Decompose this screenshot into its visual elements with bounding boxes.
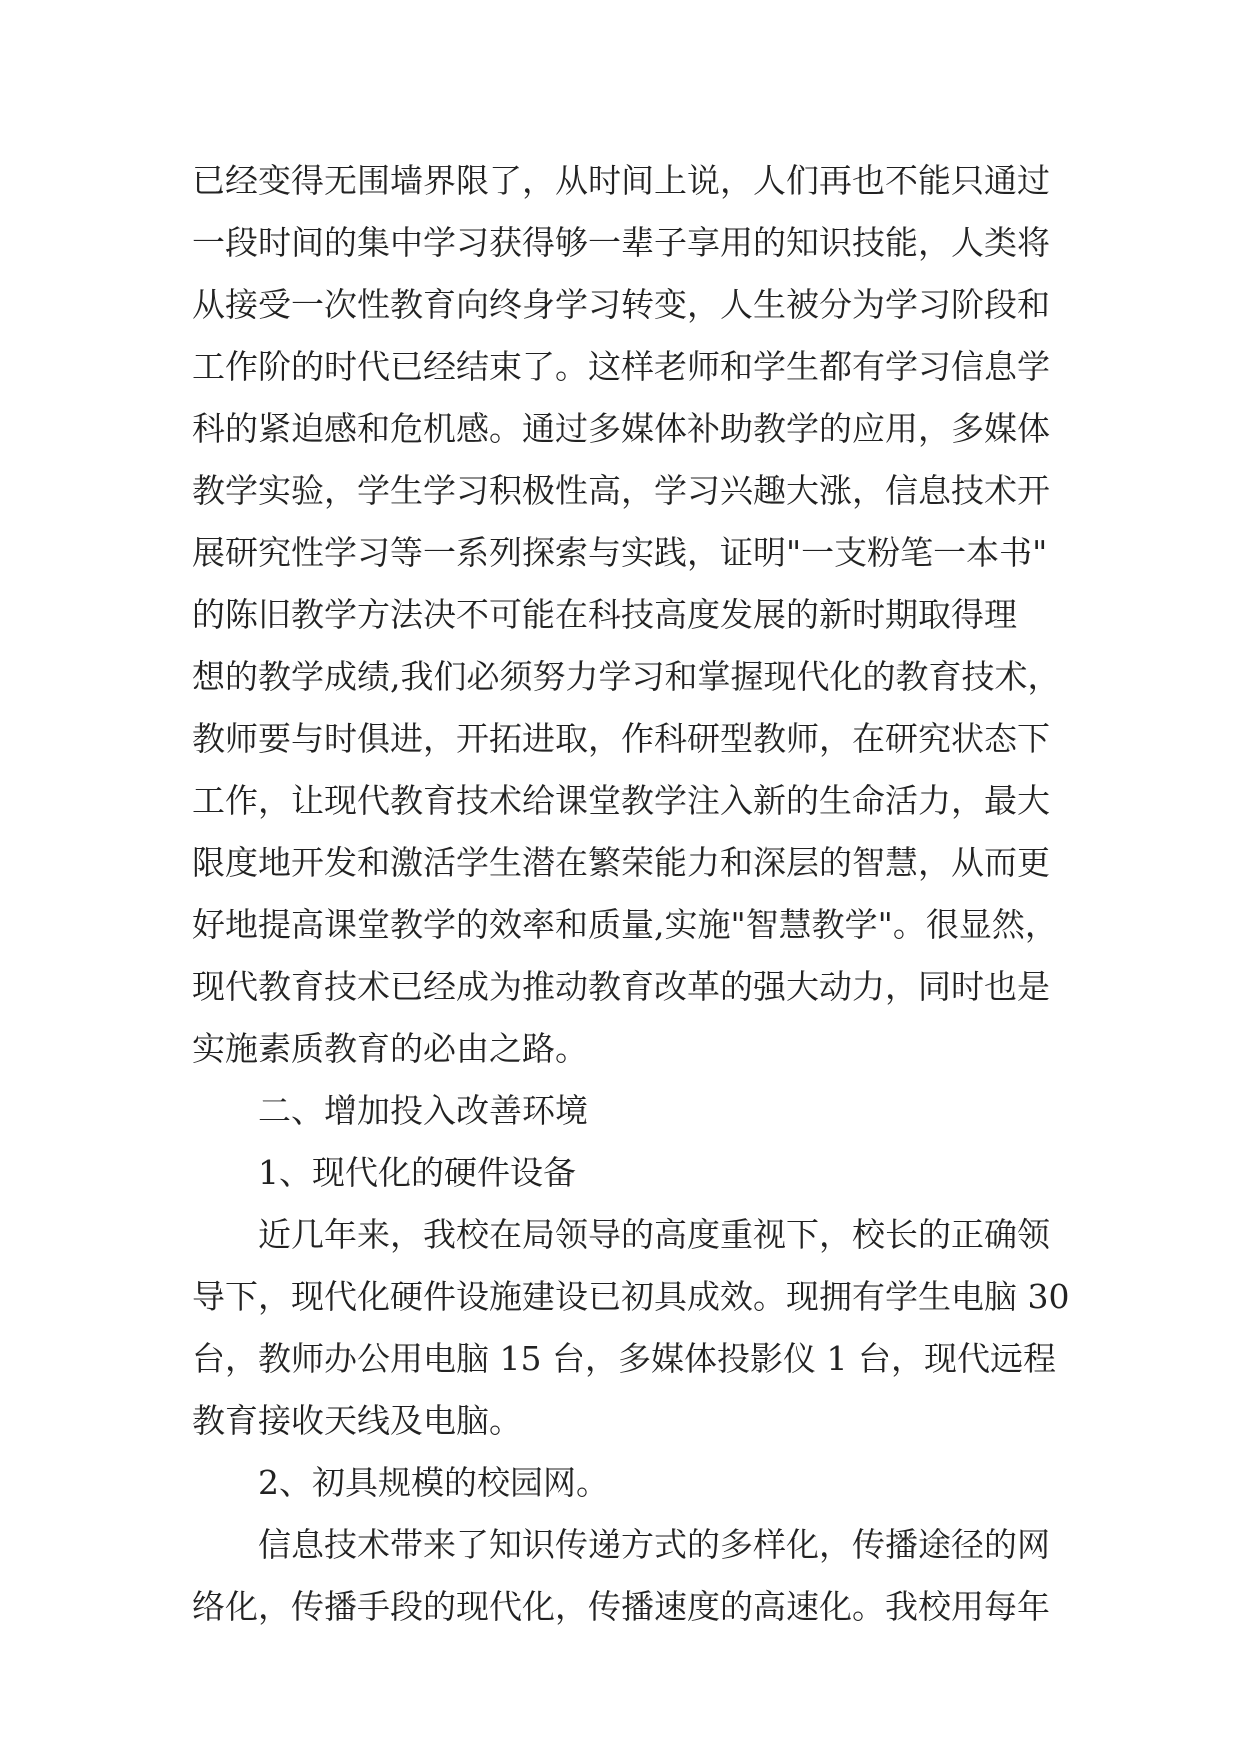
text-line: 教师要与时俱进，开拓进取，作科研型教师，在研究状态下 [192,719,1050,758]
text-line: 一段时间的集中学习获得够一辈子享用的知识技能，人类将 [192,223,1050,262]
text-line: 现代教育技术已经成为推动教育改革的强大动力，同时也是 [192,967,1050,1006]
text-line: 工作阶的时代已经结束了。这样老师和学生都有学习信息学 [192,347,1050,386]
section-heading: 二、增加投入改善环境 [258,1091,588,1130]
subsection-heading: 1、现代化的硬件设备 [258,1153,576,1192]
text-line: 台，教师办公用电脑 15 台，多媒体投影仪 1 台，现代远程 [192,1339,1056,1378]
text-line: 教育接收天线及电脑。 [192,1401,522,1440]
text-line: 的陈旧教学方法决不可能在科技高度发展的新时期取得理 [192,595,1017,634]
text-line: 络化，传播手段的现代化，传播速度的高速化。我校用每年 [192,1587,1050,1626]
text-line: 想的教学成绩,我们必须努力学习和掌握现代化的教育技术， [192,657,1061,696]
text-line: 实施素质教育的必由之路。 [192,1029,588,1068]
text-line: 科的紧迫感和危机感。通过多媒体补助教学的应用，多媒体 [192,409,1050,448]
text-line: 展研究性学习等一系列探索与实践，证明"一支粉笔一本书" [192,533,1048,572]
text-line: 工作，让现代教育技术给课堂教学注入新的生命活力，最大 [192,781,1050,820]
text-line: 从接受一次性教育向终身学习转变，人生被分为学习阶段和 [192,285,1050,324]
paragraph-start-line: 信息技术带来了知识传递方式的多样化，传播途径的网 [258,1525,1050,1564]
document-body [192,150,1070,1638]
text-line: 导下，现代化硬件设施建设已初具成效。现拥有学生电脑 30 [192,1277,1070,1316]
text-line: 限度地开发和激活学生潜在繁荣能力和深层的智慧，从而更 [192,843,1050,882]
text-line: 好地提高课堂教学的效率和质量,实施"智慧教学"。很显然， [192,905,1058,944]
paragraph-start-line: 近几年来，我校在局领导的高度重视下，校长的正确领 [258,1215,1050,1254]
subsection-heading: 2、初具规模的校园网。 [258,1463,609,1502]
text-line: 教学实验，学生学习积极性高，学习兴趣大涨，信息技术开 [192,471,1050,510]
text-line: 已经变得无围墙界限了，从时间上说，人们再也不能只通过 [192,161,1050,200]
